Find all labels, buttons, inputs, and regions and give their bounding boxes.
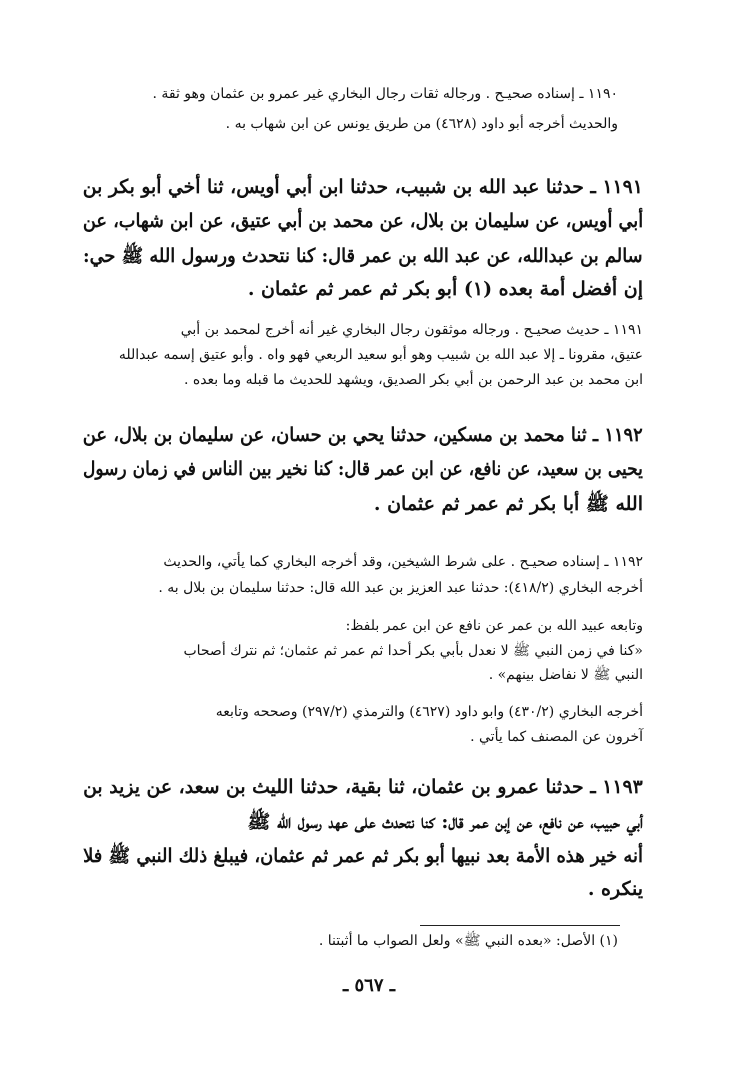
text-line: ينكره . xyxy=(587,878,643,900)
text-line: يحيى بن سعيد، عن نافع، عن ابن عمر قال: كنا نخير بين الناس في زمان رسول xyxy=(83,458,643,480)
hadith-1193 xyxy=(83,776,643,916)
footnote-text: (١) الأصل: «بعده النبي ﷺ» ولعل الصواب ما أثبتنا . xyxy=(318,933,618,949)
text-line: ابن محمد بن عبد الرحمن بن أبي بكر الصديق، ويشهد للحديث ما قبله وما بعده . xyxy=(183,372,643,388)
footnote xyxy=(98,932,618,958)
text-line: أخرجه البخاري (٤١٨/٢): حدثنا عبد العزيز بن عبد الله قال: حدثنا سليمان بن بلال به . xyxy=(158,580,643,596)
text-line: سالم بن عبدالله، عن عبد الله بن عمر قال: كنا نتحدث ورسول الله ﷺ حي: xyxy=(83,245,643,267)
page-number: ـ ٥٦٧ ـ xyxy=(342,975,396,996)
hadith-1191 xyxy=(83,176,643,316)
text-line: إن أفضل أمة بعده (١) أبو بكر ثم عمر ثم عثمان . xyxy=(247,278,643,300)
commentary-1190 xyxy=(98,82,618,132)
text-line: عتيق، مقرونا ـ إلا عبد الله بن شبيب وهو أبو سعيد الربعي فهو واه . وأبو عتيق إسمه عبدالله xyxy=(118,347,643,363)
text-line: أبي حبيب، عن نافع، عن إبن عمر قال: كنا نتحدث على عهد رسول الله ﷺ xyxy=(247,811,643,833)
text-line: «كنا في زمن النبي ﷺ لا نعدل بأبي بكر أحدا ثم عمر ثم عثمان؛ ثم نترك أصحاب xyxy=(183,643,643,659)
text-line: النبي ﷺ لا نفاضل بينهم» . xyxy=(488,667,643,683)
text-line: وتابعه عبيد الله بن عمر عن نافع عن ابن عمر بلفظ: xyxy=(345,618,643,634)
text-line: أبي أويس، عن سليمان بن بلال، عن محمد بن أبي عتيق، عن ابن شهاب، عن xyxy=(82,210,643,232)
text-line: والحديث أخرجه أبو داود (٤٦٢٨) من طريق يونس عن ابن شهاب به . xyxy=(225,116,618,132)
text-line: ١١٩٢ ـ ثنا محمد بن مسكين، حدثنا يحي بن حسان، عن سليمان بن بلال، عن xyxy=(83,424,643,446)
commentary-1191 xyxy=(83,322,643,402)
text-line: آخرون عن المصنف كما يأتي . xyxy=(470,729,643,745)
text-line: ١١٩٠ ـ إسناده صحيـح . ورجاله ثقات رجال البخاري غير عمرو بن عثمان وهو ثقة . xyxy=(152,86,618,102)
text-line: أخرجه البخاري (٤٣٠/٢) وابو داود (٤٦٢٧) والترمذي (٢٩٧/٢) وصححه وتابعه xyxy=(215,704,643,720)
text-line: أنه خير هذه الأمة بعد نبيها أبو بكر ثم عمر ثم عثمان، فيبلغ ذلك النبي ﷺ فلا xyxy=(83,845,643,867)
footnote-divider xyxy=(420,925,620,926)
text-line: الله ﷺ أبا بكر ثم عمر ثم عثمان . xyxy=(373,493,643,515)
text-line: ١١٩٣ ـ حدثنا عمرو بن عثمان، ثنا بقية، حدثنا الليث بن سعد، عن يزيد بن xyxy=(83,776,643,798)
text-line: ١١٩٢ ـ إسناده صحيـح . على شرط الشيخين، وقد أخرجه البخاري كما يأتي، والحديث xyxy=(163,554,643,570)
commentary-1192 xyxy=(83,554,643,754)
hadith-1192 xyxy=(83,424,643,534)
text-line: ١١٩١ ـ حديث صحيـح . ورجاله موثقون رجال البخاري غير أنه أخرج لمحمد بن أبي xyxy=(180,322,643,338)
text-line: ١١٩١ ـ حدثنا عبد الله بن شبيب، حدثنا ابن أبي أويس، ثنا أخي أبو بكر بن xyxy=(83,176,643,198)
